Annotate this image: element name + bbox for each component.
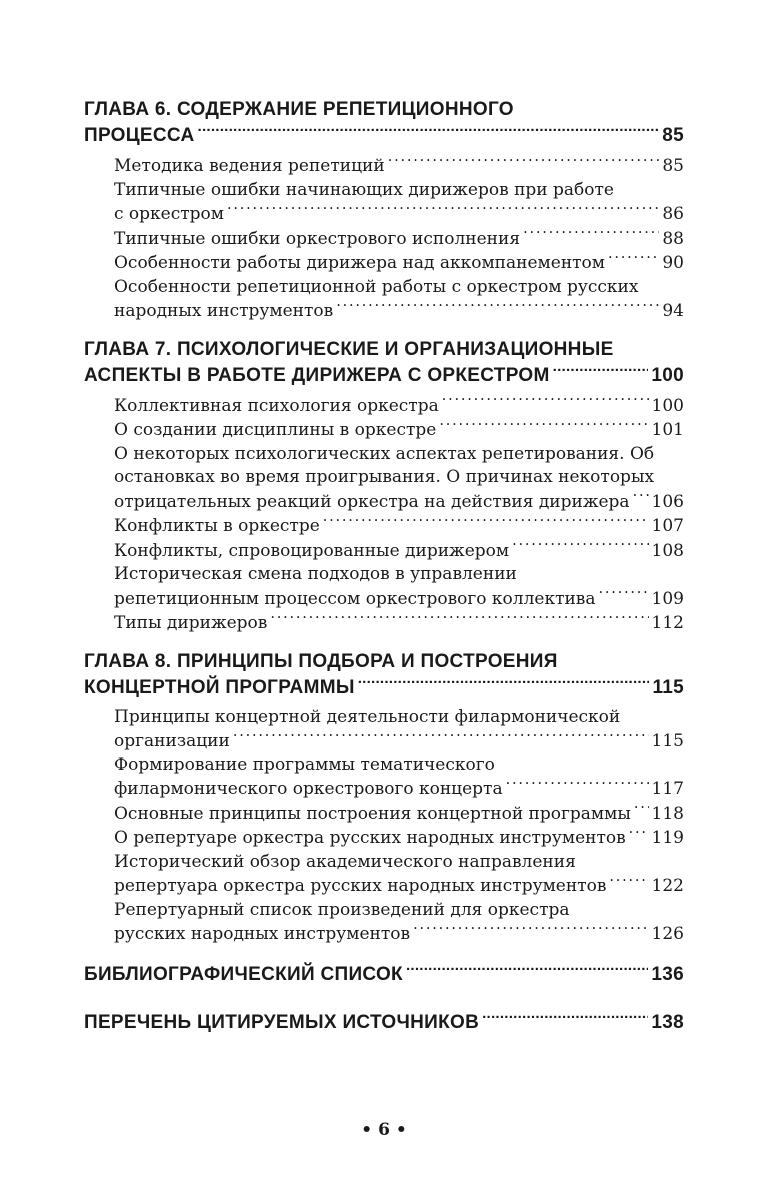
dot-leader <box>336 299 659 316</box>
toc-entry-row <box>114 514 684 539</box>
toc-entry-row <box>114 826 684 851</box>
toc-entry-row <box>114 490 684 515</box>
dot-leader <box>358 674 650 693</box>
dot-leader <box>439 418 648 435</box>
toc-entry-title-line: остановках во время проигрывания. О причинах некоторых <box>114 467 655 487</box>
toc-entry-title-line: ГЛАВА 6. СОДЕРЖАНИЕ РЕПЕТИЦИОННОГО <box>84 99 514 120</box>
toc-entry-title-line: организации <box>114 731 230 751</box>
toc-entry-title-line: Типичные ошибки оркестрового исполнения <box>114 228 521 249</box>
dot-leader <box>633 490 649 507</box>
toc-section-entry <box>84 899 684 947</box>
toc-entry-title-line: ПРОЦЕССА <box>84 125 195 146</box>
toc-section-entry <box>84 826 684 851</box>
toc-page-number: 90 <box>662 253 684 273</box>
dot-leader <box>406 961 648 980</box>
toc-section-entry <box>84 539 684 564</box>
toc-page-number: 108 <box>651 540 684 561</box>
toc-entry-title-line: Конфликты, спровоцированные дирижером <box>114 540 510 561</box>
toc-section-entry <box>84 754 684 802</box>
toc-entry-title-line: О репертуаре оркестра русских народных инструментов <box>114 828 626 848</box>
dot-leader <box>442 394 649 411</box>
toc-chapter-entry <box>84 1009 684 1035</box>
toc-entry-row <box>114 874 684 899</box>
dot-leader <box>506 777 649 794</box>
toc-entry-row <box>114 418 684 443</box>
toc-entry-title-line: Коллективная психология оркестра <box>114 395 439 416</box>
toc-entry-row <box>84 674 684 700</box>
toc-entry-row <box>114 587 684 612</box>
toc-entry-title-line: Типы дирижеров <box>114 613 268 633</box>
toc-entry-title-line: репертуара оркестра русских народных инструментов <box>114 876 607 896</box>
toc-entry-title-line: отрицательных реакций оркестра на действия дирижера <box>114 491 630 512</box>
toc-section-entry <box>84 418 684 443</box>
page-number: • 6 • <box>361 1120 407 1140</box>
toc-chapter-entry <box>84 961 684 987</box>
toc-page-number: 100 <box>651 395 684 416</box>
dot-leader <box>609 874 648 891</box>
toc-entry-title-line: О некоторых психологических аспектах репетирования. Об <box>114 443 655 464</box>
toc-entry-title-line: КОНЦЕРТНОЙ ПРОГРАММЫ <box>84 676 355 698</box>
dot-leader <box>553 362 649 381</box>
toc-entry-title-line: русских народных инструментов <box>114 924 411 944</box>
toc-section-entry <box>84 851 684 899</box>
toc-page-number: 138 <box>651 1011 684 1033</box>
dot-leader <box>323 514 649 531</box>
toc-entry-title-line: Особенности репетиционной работы с оркестром русских <box>114 276 639 297</box>
toc-page-number: 107 <box>651 516 684 536</box>
dot-leader <box>599 587 649 604</box>
toc-page-number: 109 <box>651 588 684 609</box>
toc-entry-title-line: репетиционным процессом оркестрового коллектива <box>114 588 596 609</box>
toc-entry-row <box>114 611 684 636</box>
toc-section-entry <box>84 276 684 324</box>
toc-entry-row <box>114 802 684 827</box>
dot-leader <box>608 251 659 268</box>
toc-page-number: 136 <box>651 963 684 985</box>
dot-leader <box>270 611 648 628</box>
toc-entry-title-line: Репертуарный список произведений для оркестра <box>114 899 570 920</box>
toc-entry-row <box>114 922 684 947</box>
toc-entry-row <box>114 299 684 324</box>
toc-entry-title-line: Основные принципы построения концертной программы <box>114 803 631 824</box>
dot-leader <box>634 802 649 819</box>
toc-page-number: 106 <box>651 491 684 512</box>
toc-page-number: 100 <box>651 364 684 386</box>
toc-page-number: 115 <box>651 731 684 751</box>
toc-entry-title-line: с оркестром <box>114 204 224 224</box>
toc-entry-title-line: Исторический обзор академического направления <box>114 851 576 872</box>
dot-leader <box>482 1009 648 1028</box>
toc-chapter-entry <box>84 650 684 700</box>
toc-section-entry <box>84 706 684 754</box>
toc-page-number: 112 <box>651 613 684 633</box>
toc-chapter-entry <box>84 98 684 148</box>
toc-page-number: 115 <box>652 676 684 698</box>
toc-page-number: 101 <box>651 420 684 440</box>
toc-entry-title-line: Конфликты в оркестре <box>114 516 320 536</box>
toc-entry-title-line: народных инструментов <box>114 301 334 321</box>
toc-entry-title-line: АСПЕКТЫ В РАБОТЕ ДИРИЖЕРА С ОРКЕСТРОМ <box>84 364 550 386</box>
dot-leader <box>388 154 660 171</box>
dot-leader <box>512 539 648 556</box>
toc-section-entry <box>84 443 684 515</box>
toc-entry-row <box>114 394 684 419</box>
toc-entry-title-line: БИБЛИОГРАФИЧЕСКИЙ СПИСОК <box>84 963 403 985</box>
toc-entry-title-line: О создании дисциплины в оркестре <box>114 420 437 440</box>
toc-section-entry <box>84 394 684 419</box>
toc-entry-row <box>84 362 684 388</box>
toc-entry-title-line: Особенности работы дирижера над аккомпанементом <box>114 253 606 273</box>
toc-entry-row <box>114 154 684 179</box>
toc-page-number: 117 <box>651 779 684 799</box>
toc-page-number: 85 <box>662 125 684 146</box>
toc-entry-title-line: филармонического оркестрового концерта <box>114 779 503 799</box>
toc-entry-title-line: ГЛАВА 7. ПСИХОЛОГИЧЕСКИЕ И ОРГАНИЗАЦИОННЫЕ <box>84 338 614 360</box>
dot-leader <box>413 922 648 939</box>
dot-leader <box>233 729 649 746</box>
toc-entry-title-line: Методика ведения репетиций <box>114 156 385 176</box>
toc-entry-title-line: Историческая смена подходов в управлении <box>114 564 517 584</box>
toc-page-number: 88 <box>662 228 684 249</box>
toc-section-entry <box>84 802 684 827</box>
toc-entry-row <box>114 202 684 227</box>
toc-page-number: 86 <box>662 204 684 224</box>
toc-page-number: 118 <box>651 803 684 824</box>
toc-entry-row <box>84 122 684 148</box>
dot-leader <box>198 122 660 141</box>
table-of-contents <box>84 98 684 1035</box>
toc-entry-row <box>114 777 684 802</box>
toc-section-entry <box>84 251 684 276</box>
toc-entry-title-line: Принципы концертной деятельности филармонической <box>114 706 621 727</box>
toc-entry-row <box>114 539 684 564</box>
toc-section-entry <box>84 611 684 636</box>
dot-leader <box>523 227 659 244</box>
toc-entry-title-line: ГЛАВА 8. ПРИНЦИПЫ ПОДБОРА И ПОСТРОЕНИЯ <box>84 650 558 672</box>
toc-entry-title-line: ПЕРЕЧЕНЬ ЦИТИРУЕМЫХ ИСТОЧНИКОВ <box>84 1011 480 1033</box>
toc-page-number: 94 <box>662 301 684 321</box>
toc-section-entry <box>84 514 684 539</box>
toc-entry-row <box>84 1009 684 1035</box>
toc-page-number: 119 <box>651 828 684 848</box>
dot-leader <box>629 826 649 843</box>
toc-page-number: 126 <box>651 924 684 944</box>
toc-entry-row <box>84 961 684 987</box>
toc-section-entry <box>84 227 684 252</box>
toc-page-number: 122 <box>651 876 684 896</box>
toc-entry-row <box>114 729 684 754</box>
toc-section-entry <box>84 179 684 227</box>
toc-page-number: 85 <box>662 156 684 176</box>
toc-entry-title-line: Типичные ошибки начинающих дирижеров при работе <box>114 179 614 200</box>
dot-leader <box>227 202 659 219</box>
toc-chapter-entry <box>84 338 684 388</box>
toc-section-entry <box>84 154 684 179</box>
toc-section-entry <box>84 563 684 611</box>
toc-entry-title-line: Формирование программы тематического <box>114 754 495 775</box>
toc-entry-row <box>114 251 684 276</box>
toc-entry-row <box>114 227 684 252</box>
